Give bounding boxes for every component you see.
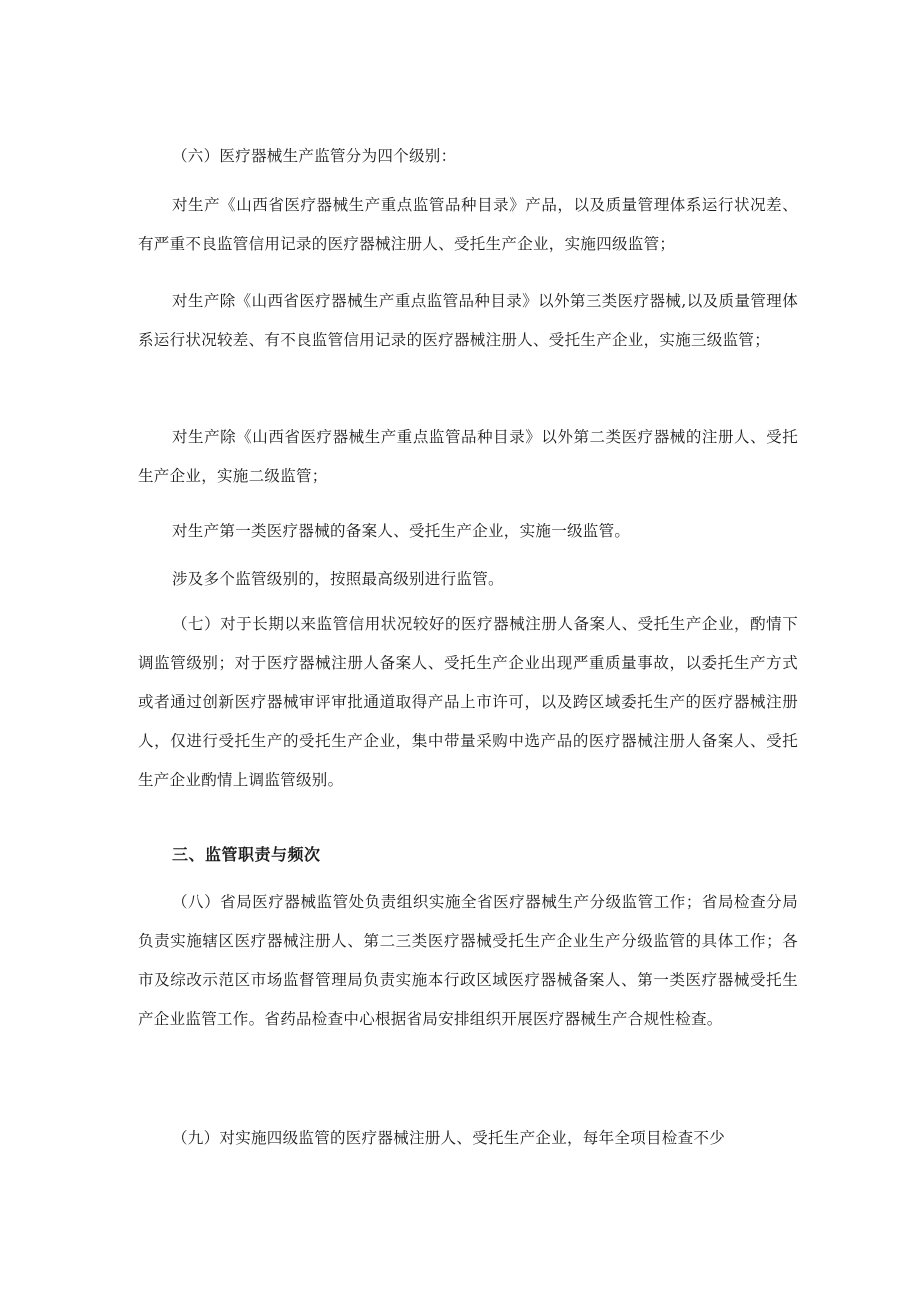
paragraph-level-two: 对生产除《山西省医疗器械生产重点监管品种目录》以外第二类医疗器械的注册人、受托生产企业，实施二级监管； — [138, 428, 798, 485]
paragraph-nine: （九）对实施四级监管的医疗器械注册人、受托生产企业，每年全项目检查不少 — [172, 1129, 726, 1147]
paragraph-multiple-levels: 涉及多个监管级别的，按照最高级别进行监管。 — [172, 570, 504, 588]
paragraph-level-three: 对生产除《山西省医疗器械生产重点监管品种目录》以外第三类医疗器械,以及质量管理体系运行状况较差、有不良监管信用记录的医疗器械注册人、受托生产企业，实施三级监管； — [138, 292, 798, 349]
paragraph-level-intro: （六）医疗器械生产监管分为四个级别： — [172, 147, 457, 165]
paragraph-seven: （七）对于长期以来监管信用状况较好的医疗器械注册人备案人、受托生产企业，酌情下调监管级别；对于医疗器械注册人备案人、受托生产企业出现严重质量事故，以委托生产方式或者通过创新医疗器械审评审批通道取得产品上市许可，以及跨区域委托生产的医疗器械注册人，仅进行受托生产的受托生产企业，集中带量采购中选产品的医疗器械注册人备案人、受托生产企业酌情上调监管级别。 — [138, 615, 798, 789]
paragraph-eight: （八）省局医疗器械监管处负责组织实施全省医疗器械生产分级监管工作；省局检查分局负责实施辖区医疗器械注册人、第二三类医疗器械受托生产企业生产分级监管的具体工作；各市及综改示范区市场监督管理局负责实施本行政区域医疗器械备案人、第一类医疗器械受托生产企业监管工作。省药品检查中心根据省局安排组织开展医疗器械生产合规性检查。 — [138, 893, 798, 1028]
section-heading: 三、监管职责与频次 — [172, 845, 321, 864]
paragraph-level-four: 对生产《山西省医疗器械生产重点监管品种目录》产品，以及质量管理体系运行状况差、有严重不良监管信用记录的医疗器械注册人、受托生产企业，实施四级监管； — [138, 196, 798, 253]
paragraph-level-one: 对生产第一类医疗器械的备案人、受托生产企业，实施一级监管。 — [172, 522, 631, 540]
